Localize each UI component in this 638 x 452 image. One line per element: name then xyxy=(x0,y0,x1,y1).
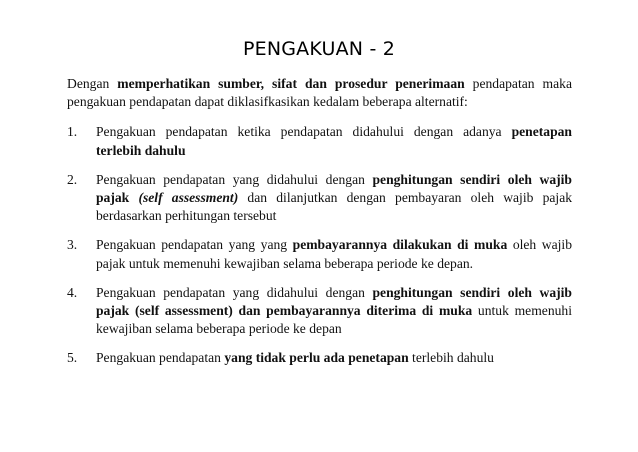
list-item xyxy=(67,236,572,272)
list-item-text: Pengakuan pendapatan ketika pendapatan didahului dengan adanya xyxy=(96,124,512,140)
list-item xyxy=(67,284,572,339)
list-item-bold-text: penghitungan sendiri oleh wajib pajak (self assessment) dan pembayarannya diterima di muka xyxy=(96,284,572,319)
intro-paragraph xyxy=(67,75,572,111)
alternatives-list xyxy=(67,123,572,367)
slide-content xyxy=(67,75,572,379)
list-item-number: 5. xyxy=(67,350,78,366)
intro-text: Dengan xyxy=(67,76,118,91)
list-item-bold-text: penghitungan sendiri oleh wajib pajak xyxy=(96,171,572,206)
slide-title: PENGAKUAN - 2 xyxy=(242,38,396,60)
list-item-bold-text: penetapan terlebih dahulu xyxy=(96,124,572,158)
list-item-text: Pengakuan pendapatan yang yang xyxy=(96,237,293,253)
list-item-bold-text: pembayarannya dilakukan di muka xyxy=(292,237,508,253)
list-item-text: Pengakuan pendapatan xyxy=(96,350,225,366)
list-item xyxy=(67,171,572,226)
intro-text-end: pendapatan maka pengakuan pendapatan dapat diklasifkasikan kedalam beberapa alternatif: xyxy=(67,76,572,110)
list-item xyxy=(67,123,572,159)
list-item-text-end: terlebih dahulu xyxy=(408,350,494,366)
list-item-text-end: untuk memenuhi kewajiban selama beberapa periode ke depan xyxy=(96,303,572,337)
list-item-text-end: dan dilanjutkan dengan pembayaran oleh wajib pajak berdasarkan perhitungan tersebut xyxy=(96,190,573,224)
list-item-number: 3. xyxy=(67,237,78,253)
list-item-bold-text: yang tidak perlu ada penetapan xyxy=(224,350,409,366)
list-item-text-end: oleh wajib pajak untuk memenuhi kewajiban selama beberapa periode ke depan. xyxy=(96,237,572,271)
list-item-text: Pengakuan pendapatan yang didahului dengan xyxy=(96,171,373,187)
list-item-number: 4. xyxy=(67,284,78,300)
list-item-text: Pengakuan pendapatan yang didahului dengan xyxy=(96,284,373,300)
list-item-number: 2. xyxy=(67,171,78,187)
list-item-number: 1. xyxy=(67,124,78,140)
list-item-bold-italic-text: (self assessment) xyxy=(138,190,239,206)
intro-bold-text: memperhatikan sumber, sifat dan prosedur penerimaan xyxy=(117,76,465,91)
list-item xyxy=(67,349,572,367)
